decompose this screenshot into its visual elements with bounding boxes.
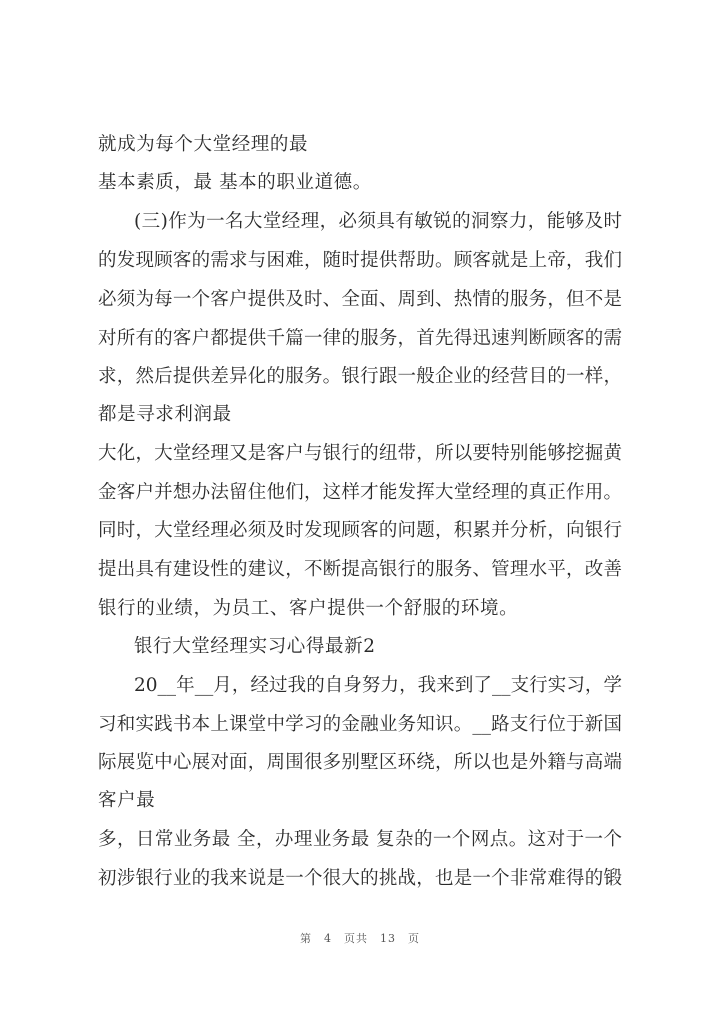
text-line: 的发现顾客的需求与困难，随时提供帮助。顾客就是上帝，我们 (98, 250, 622, 271)
text-line: 对所有的客户都提供千篇一律的服务，首先得迅速判断顾客的需 (98, 328, 622, 349)
text-line: 必须为每一个客户提供及时、全面、周到、热情的服务，但不是 (98, 289, 622, 310)
text-line: 都是寻求利润最 (98, 404, 232, 425)
text-line: 多，日常业务最 全，办理业务最 复杂的一个网点。这对于一个 (98, 829, 622, 850)
footer-page-unit: 页共 (344, 932, 368, 945)
text-line: 求，然后提供差异化的服务。银行跟一般企业的经营目的一样， (98, 366, 622, 387)
text-line: 大化，大堂经理又是客户与银行的纽带，所以要特别能够挖掘黄 (98, 443, 622, 464)
text-line: 习和实践书本上课堂中学习的金融业务知识。__路支行位于新国 (98, 714, 622, 735)
text-line: 客户最 (98, 790, 156, 811)
text-line: 际展览中心展对面，周围很多别墅区环绕，所以也是外籍与高端 (98, 752, 622, 773)
footer-total-pages: 13 (380, 932, 396, 945)
page-footer (0, 930, 720, 946)
text-line: 同时，大堂经理必须及时发现顾客的问题，积累并分析，向银行 (98, 520, 622, 541)
text-line: 金客户并想办法留住他们，这样才能发挥大堂经理的真正作用。 (98, 482, 622, 503)
text-line: 银行的业绩，为员工、客户提供一个舒服的环境。 (98, 598, 519, 619)
text-line: 就成为每个大堂经理的最 (98, 134, 309, 155)
section-heading: 银行大堂经理实习心得最新2 (134, 636, 376, 657)
text-line: 提出具有建设性的建议，不断提高银行的服务、管理水平，改善 (98, 559, 622, 580)
text-line: 基本素质，最 基本的职业道德。 (98, 172, 372, 193)
text-line: 初涉银行业的我来说是一个很大的挑战，也是一个非常难得的锻 (98, 868, 622, 889)
text-line: (三)作为一名大堂经理，必须具有敏锐的洞察力，能够及时 (134, 211, 622, 232)
footer-page-number: 4 (324, 932, 332, 945)
footer-page-label: 第 (300, 932, 312, 945)
text-line: 20__年__月，经过我的自身努力，我来到了__支行实习，学 (134, 675, 622, 696)
footer-total-unit: 页 (408, 932, 420, 945)
